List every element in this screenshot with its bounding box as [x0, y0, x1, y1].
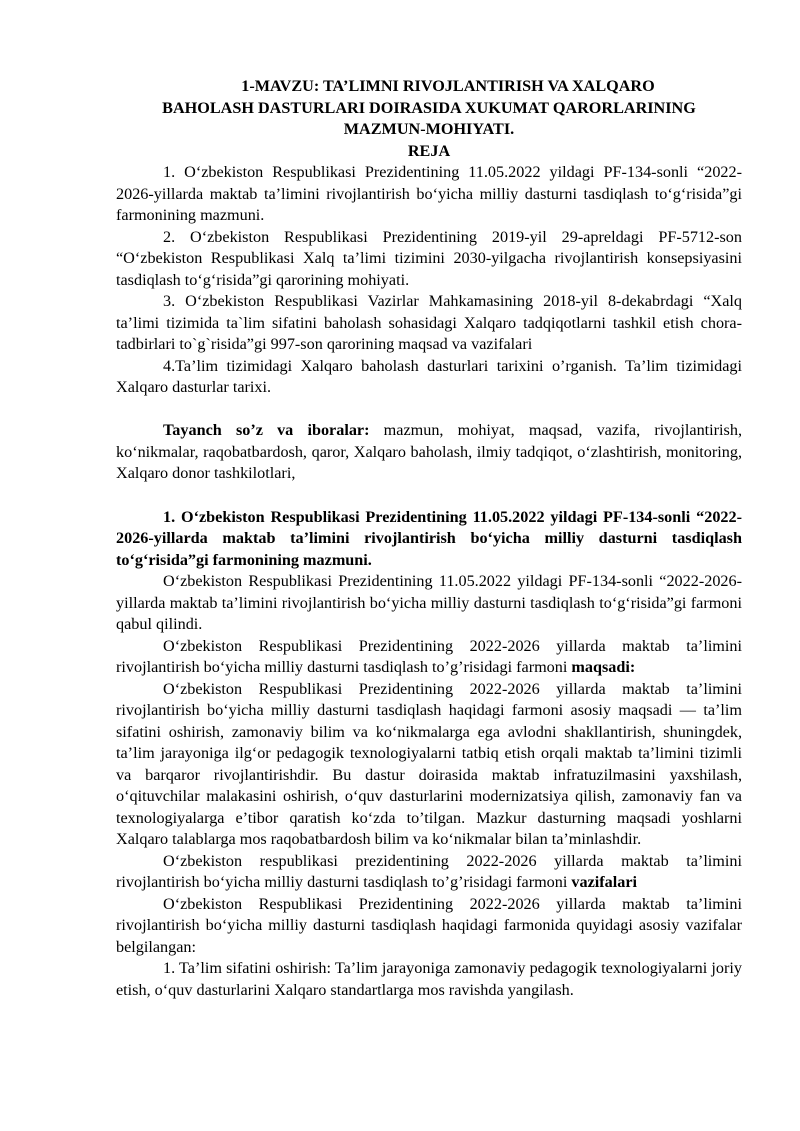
spacer — [116, 399, 742, 421]
keywords-text: mazmun, mohiyat, maqsad, vazifa, rivojlantirish, ko‘nikmalar, raqobatbardosh, qaror, Xalqaro baholash, ilmiy tadqiqot, o‘zlashtirish, monitoring, Xalqaro donor tashkilotlari, — [116, 421, 742, 482]
section-1-heading: 1. O‘zbekiston Respublikasi Prezidentining 11.05.2022 yildagi PF-134-sonli “2022-2026-yillarda maktab ta’limini rivojlantirish bo‘yicha milliy dasturni tasdiqlash to‘g‘risida”gi farmonining mazmuni. — [116, 507, 742, 569]
document-title — [116, 76, 742, 162]
keywords-label: Tayanch so’z va iboralar: — [163, 421, 370, 439]
plan-item-2: 2. O‘zbekiston Respublikasi Prezidentining 2019-yil 29-apreldagi PF-5712-son “O‘zbekiston Respublikasi Xalq ta’limi tizimini 2030-yilgacha rivojlantirish konsepsiyasini tasdiqlash to‘g‘risida”gi qarorining mohiyati. — [116, 227, 742, 289]
plan-item-4: 4.Ta’lim tizimidagi Xalqaro baholash dasturlari tarixini o’rganish. Ta’lim tizimidagi Xalqaro dasturlar tarixi. — [116, 356, 742, 396]
section-1-paragraph-4 — [116, 851, 742, 894]
plan-item-1: 1. O‘zbekiston Respublikasi Prezidentining 11.05.2022 yildagi PF-134-sonli “2022-2026-yillarda maktab ta’limini rivojlantirish bo‘yicha milliy dasturni tasdiqlash to‘g‘risida”gi farmonining mazmuni. — [116, 163, 742, 224]
tasks-label: vazifalari — [571, 873, 638, 891]
section-1-paragraph-6: 1. Ta’lim sifatini oshirish: Ta’lim jarayoniga zamonaviy pedagogik texnologiyalarni joriy etish, o‘quv dasturlarini Xalqaro standartlarga mos ravishda yangilash. — [116, 959, 742, 999]
section-1-paragraph-1: O‘zbekiston Respublikasi Prezidentining 11.05.2022 yildagi PF-134-sonli “2022-2026-yillarda maktab ta’limini rivojlantirish bo‘yicha milliy dasturni tasdiqlash to‘g‘risida”gi farmoni qabul qilindi. — [116, 572, 742, 633]
keywords-paragraph — [116, 420, 742, 485]
document-page — [116, 76, 742, 1001]
plan-item-3: 3. O‘zbekiston Respublikasi Vazirlar Mahkamasining 2018-yil 8-dekabrdagi “Xalq ta’limi tizimida ta`lim sifatini baholash sohasidagi Xalqaro tadqiqotlarni tashkil etish chora-tadbirlari to`g`risida”gi 997-son qarorining maqsad va vazifalari — [116, 292, 742, 353]
spacer — [116, 485, 742, 507]
paragraph-text: O‘zbekiston Respublikasi Prezidentining 2022-2026 yillarda maktab ta’limini rivojlantirish bo‘yicha milliy dasturni tasdiqlash to’g’risidagi farmoni — [116, 636, 742, 676]
goal-label: maqsadi: — [571, 658, 636, 676]
section-1-paragraph-2 — [116, 636, 742, 679]
title-line-2: BAHOLASH DASTURLARI DOIRASIDA XUKUMAT QARORLARINING — [162, 98, 696, 117]
title-line-3: MAZMUN-MOHIYATI. — [343, 120, 515, 138]
title-line-1: 1-MAVZU: TA’LIMNI RIVOJLANTIRISH VA XALQARO — [241, 77, 655, 95]
section-1-paragraph-5: O‘zbekiston Respublikasi Prezidentining 2022-2026 yillarda maktab ta’limini rivojlantirish bo‘yicha milliy dasturni tasdiqlash haqidagi farmonida quyidagi asosiy vazifalar belgilangan: — [116, 894, 742, 956]
section-1-paragraph-3: O‘zbekiston Respublikasi Prezidentining 2022-2026 yillarda maktab ta’limini rivojlantirish bo‘yicha milliy dasturni tasdiqlash haqidagi farmoni asosiy maqsadi — ta’lim sifatini oshirish, zamonaviy bilim va ko‘nikmalarga ega avlodni shakllantirish, shuningdek, ta’lim jarayoniga ilg‘or pedagogik texnologiyalarni tatbiq etish orqali maktab ta’limini tizimli va barqaror rivojlantirishdir. Bu dastur doirasida maktab infratuzilmasini yaxshilash, o‘qituvchilar malakasini oshirish, o‘quv dasturlarini modernizatsiya qilish, zamonaviy fan va texnologiyalarga e’tibor qaratish ko‘zda to’tilgan. Mazkur dasturning maqsadi yoshlarni Xalqaro talablarga mos raqobatbardosh bilim va ko‘nikmalar bilan ta’minlashdir. — [116, 679, 742, 848]
plan-heading: REJA — [407, 141, 451, 160]
paragraph-text: O‘zbekiston respublikasi prezidentining 2022-2026 yillarda maktab ta’limini rivojlantirish bo‘yicha milliy dasturni tasdiqlash to’g’risidagi farmoni — [116, 851, 742, 891]
